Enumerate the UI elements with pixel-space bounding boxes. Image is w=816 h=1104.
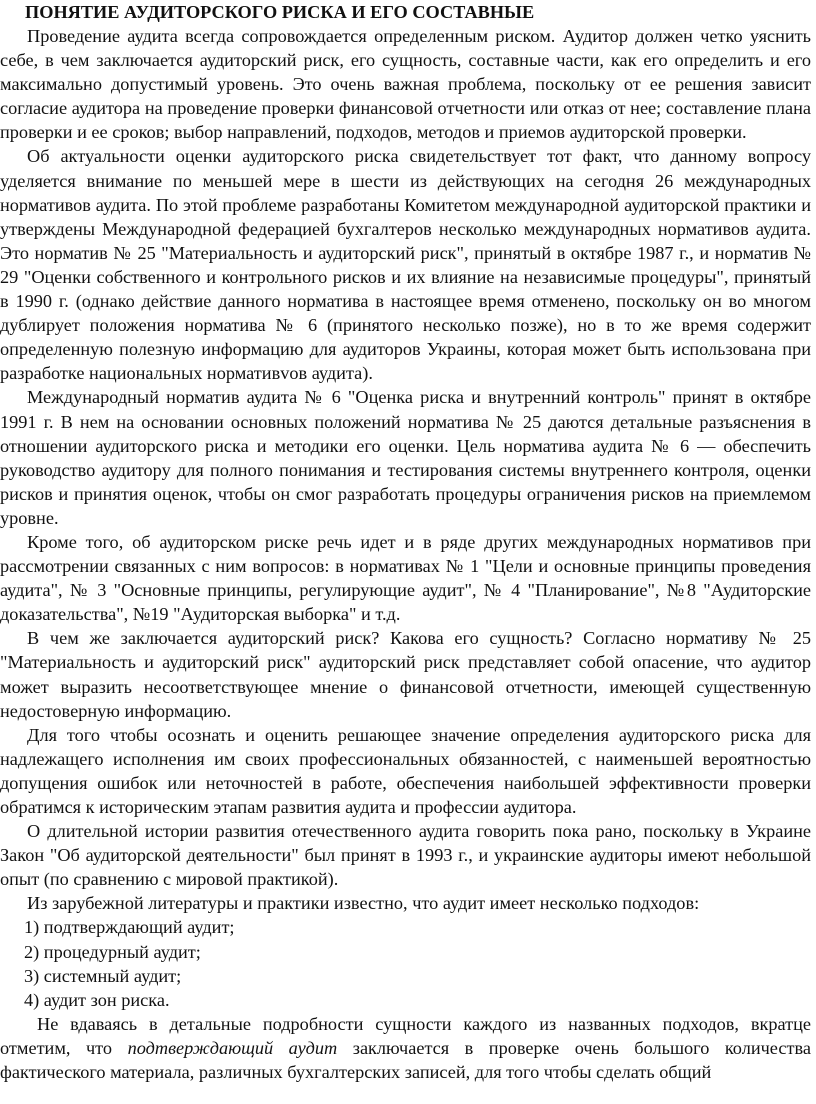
list-item-4: 4) аудит зон риска. (24, 989, 170, 1010)
paragraph-7: О длительной истории развития отечественного аудита говорить пока рано, поскольку в Украине Закон "Об аудиторской деятельности" был принят в 1993 г., и украинские аудиторы имеют небольшой опыт (по сравнению с мировой практикой). (0, 821, 811, 890)
paragraph-3: Международный норматив аудита № 6 "Оценка риска и внутренний контроль" принят в октябре 1991 г. В нем на основании основных положений норматива № 25 даются детальные разъяснения в отношении аудиторского риска и методики его оценки. Цель норматива аудита № 6 — обеспечить руководство аудитору для полного понимания и тестирования системы внутреннего контроля, оценки рисков и принятия оценок, чтобы он смог разработать процедуры ограничения рисков на приемлемом уровне. (0, 387, 811, 528)
list-item-3: 3) системный аудит; (24, 965, 182, 986)
paragraph-5: В чем же заключается аудиторский риск? Какова его сущность? Согласно нормативу № 25 "Материальность и аудиторский риск" аудиторский риск представляет собой опасение, что аудитор может выразить несоответствующее мнение о финансовой отчетности, имеющей существенную недостоверную информацию. (0, 628, 811, 721)
paragraph-9-italic-term: подтверждающий аудит (127, 1037, 338, 1058)
paragraph-4: Кроме того, об аудиторском риске речь идет и в ряде других международных нормативов при рассмотрении связанных с ним вопросов: в нормативах № 1 "Цели и основные принципы проведения аудита", № 3 "Основные принципы, регулирующие аудит", № 4 "Планирование", №8 "Аудиторские доказательства", №19 "Аудиторская выборка" и т.д. (0, 531, 811, 625)
document-title: ПОНЯТИЕ АУДИТОРСКОГО РИСКА И ЕГО СОСТАВНЫЕ (25, 2, 535, 22)
paragraph-9-end: заключается в проверке очень большого количества фактического материала, различных бухгалтерских записей, для того чтобы сделать общий (0, 1037, 811, 1083)
list-item-2: 2) процедурный аудит; (24, 941, 201, 962)
paragraph-6: Для того чтобы осознать и оценить решающее значение определения аудиторского риска для надлежащего исполнения им своих профессиональных обязанностей, с наименьшей вероятностью допущения ошибок или неточностей в работе, обеспечения наибольшей эффективности проверки обратимся к историческим этапам развития аудита и профессии аудитора. (0, 724, 811, 817)
paragraph-2: Об актуальности оценки аудиторского риска свидетельствует тот факт, что данному вопросу уделяется внимание по меньшей мере в шести из действующих на сегодня 26 международных нормативов аудита. По этой проблеме разработаны Комитетом международной аудиторской практики и утверждены Международной федерацией бухгалтеров несколько международных нормативов аудита. Это норматив № 25 "Материальность и аудиторский риск", принятый в октябре 1987 г., и норматив № 29 "Оценки собственного и контрольного рисков и их влияние на независимые процедуры", принятый в 1990 г. (однако действие данного норматива в настоящее время отменено, поскольку он во многом дублирует положения норматива № 6 (принятого несколько позже), но в то же время содержит определенную полезную информацию для аудиторов Украины, которая может быть использована при разработке национальных нормативvов аудита). (0, 146, 811, 384)
paragraph-9-start: Не вдаваясь в детальные подробности сущности каждого из названных подходов, вкратце отметим, что (0, 1013, 811, 1058)
paragraph-8: Из зарубежной литературы и практики известно, что аудит имеет несколько подходов: (27, 893, 700, 914)
paragraph-1: Проведение аудита всегда сопровождается определенным риском. Аудитор должен четко уяснить себе, в чем заключается аудиторский риск, его сущность, составные части, как его определить и его максимально допустимый уровень. Это очень важная проблема, поскольку от ее решения зависит согласие аудитора на проведение проверки финансовой отчетности или отказ от нее; составление плана проверки и ее сроков; выбор направлений, подходов, методов и приемов аудиторской проверки. (0, 26, 811, 143)
list-item-1: 1) подтверждающий аудит; (24, 917, 235, 938)
paragraph-9 (0, 1012, 811, 1084)
